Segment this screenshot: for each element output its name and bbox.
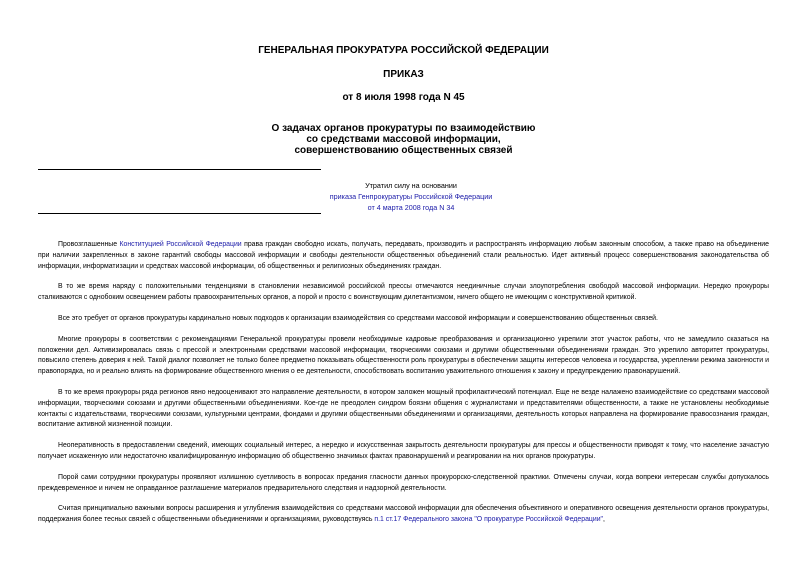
prosecution-law-link[interactable]: п.1 ст.17 Федерального закона "О прокуратуре Российской Федерации" [374, 516, 603, 524]
title-line: О задачах органов прокуратуры по взаимодействию [271, 123, 536, 134]
divider-bottom [38, 213, 321, 214]
status-note [300, 180, 522, 213]
paragraph: Многие прокуроры в соответствии с рекомендациями Генеральной прокуратуры провели необходимые кадровые преобразования и организационно укрепили этот участок работы, что не замедлило сказаться на положении дел. Активизировалась связь с прессой и электронными средствами массовой информации, творческими союзами и другими общественными объединениями граждан. Это укрепило авторитет прокуратуры, повысило степень доверия к ней. Такой диалог позволяет не только более предметно показывать общественности роль прокуратуры в обеспечении защиты интересов человека и государства, укреплении режима законности и правопорядка, но и реально влиять на формирование общественного мнения о ее деятельности, способствовать воспитанию уважительного отношения к закону и предупреждению правонарушений. [38, 335, 769, 376]
paragraph: Неоперативность в предоставлении сведений, имеющих социальный интерес, а нередко и искусственная закрытость деятельности прокуратуры для прессы и общественности приводят к тому, что население зачастую получает искаженную или недостаточно квалифицированную информацию об общественно значимых фактах правонарушений и реагировании на них органов прокуратуры. [38, 442, 769, 460]
repeal-order-link[interactable]: приказа Генпрокуратуры Российской Федерации [329, 192, 493, 201]
paragraph: В то же время прокуроры ряда регионов явно недооценивают это направление деятельности, в котором заложен мощный профилактический потенциал. Еще не везде налажено взаимодействие со средствами массовой информации, творческими союзами и другими общественными объединениями. Кое-где не преодолен синдром боязни общения с журналистами и представителями общественности, а также не установлены необходимые контакты с издательствами, творческими союзами, культурными центрами, фондами и другими общественными объединениями и организациями, деятельность которых направлена на формирование правосознания граждан, воспитание активной жизненной позиции. [38, 388, 769, 429]
paragraph: Порой сами сотрудники прокуратуры проявляют излишнюю суетливость в вопросах предания гласности данных прокурорско-следственной практики. Отмечены случаи, когда вопреки интересам службы допускалось преждевременное и ничем не оправданное разглашение материалов предварительного следствия и надзорной деятельности. [38, 473, 769, 492]
paragraph: Все это требует от органов прокуратуры кардинально новых подходов к организации взаимодействия со средствами массовой информации и совершенствованию общественных связей. [58, 314, 658, 322]
title-line: совершенствованию общественных связей [294, 145, 513, 156]
constitution-link[interactable]: Конституцией Российской Федерации [119, 241, 242, 248]
divider-top [38, 169, 321, 170]
title-line: со средствами массовой информации, [306, 134, 501, 145]
document-title [0, 123, 807, 156]
document-date-number: от 8 июля 1998 года N 45 [342, 92, 465, 103]
issuing-authority: ГЕНЕРАЛЬНАЯ ПРОКУРАТУРА РОССИЙСКОЙ ФЕДЕРАЦИИ [258, 45, 549, 56]
repeal-order-date-link[interactable]: от 4 марта 2008 года N 34 [367, 203, 455, 212]
status-text: Утратил силу на основании [365, 181, 457, 190]
paragraph: Провозглашенные Конституцией Российской Федерации права граждан свободно искать, получать, передавать, производить и распространять информацию любым законным способом, а также право на объединение при наличии закрепленных в законе гарантий свободы массовой информации и свободы деятельности общественных объединений стали реальностью. Идет активный процесс совершенствования законодательства об информации, информатизации и средствах массовой информации, об общественных и религиозных объединениях граждан. [38, 241, 769, 270]
document-body [38, 240, 769, 536]
paragraph: В то же время наряду с положительными тенденциями в становлении независимой российской прессы отмечаются неединичные случаи злоупотребления свободой массовой информации. Нередко прокуроры сталкиваются с однобоким освещением работы правоохранительных органов, а порой и просто с воинствующим дилетантизмом, ничего общего не имеющим с конструктивной критикой. [38, 283, 769, 302]
document-type: ПРИКАЗ [383, 69, 424, 80]
paragraph: Считая принципиально важными вопросы расширения и углубления взаимодействия со средствами массовой информации для обеспечения объективного и оперативного освещения деятельности органов прокуратуры, поддержания более тесных связей с общественными объединениями и организациями, руководствуясь п.1 ст.17 Федерального закона "О прокуратуре Российской Федерации", [38, 505, 769, 524]
